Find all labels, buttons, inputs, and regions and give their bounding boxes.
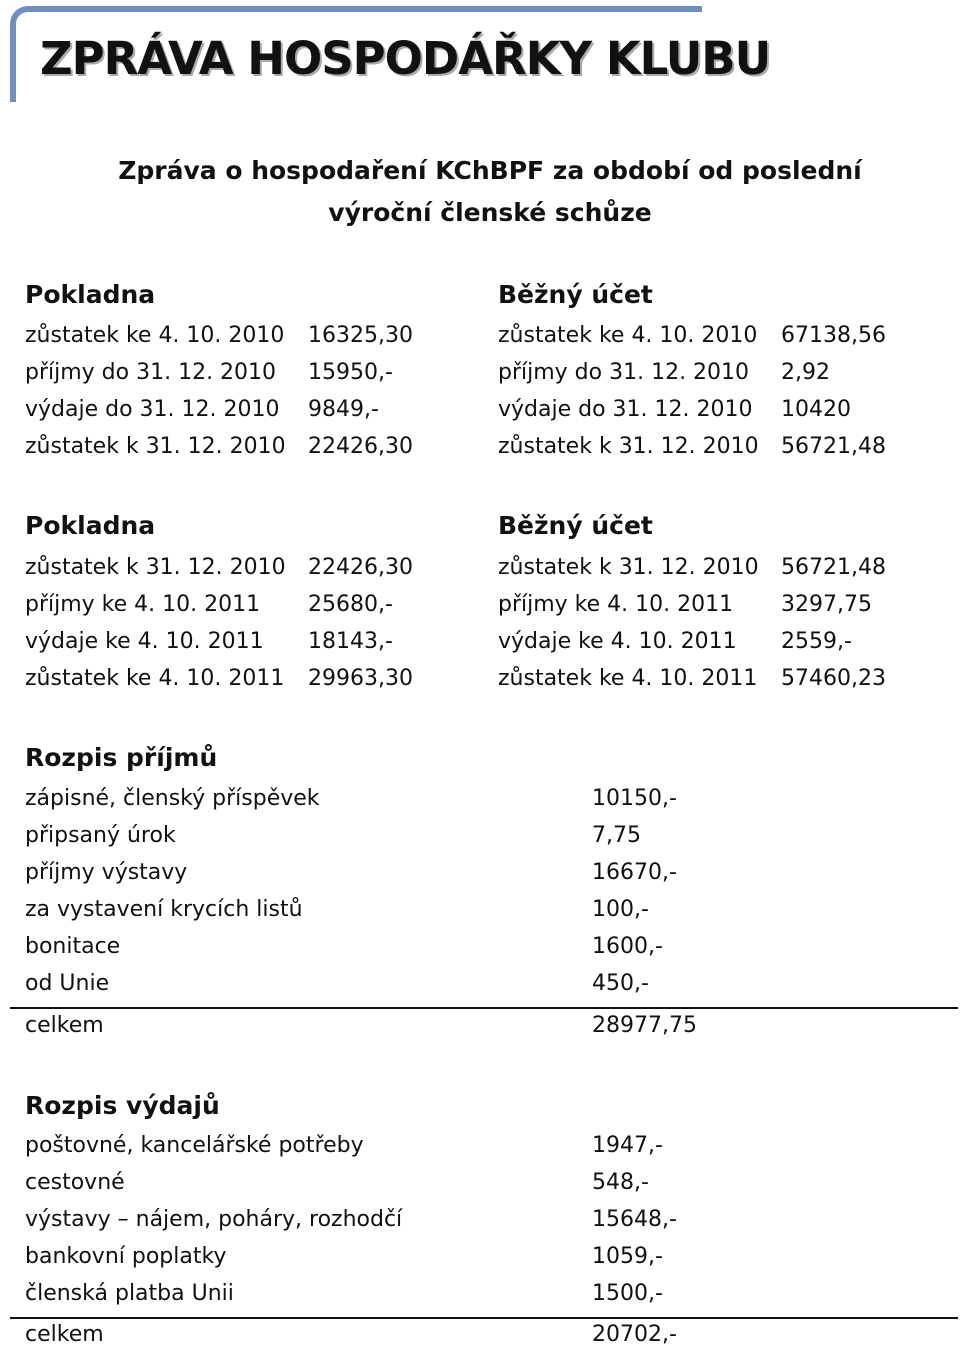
cash-heading-2010: Pokladna bbox=[25, 280, 156, 309]
page-title: ZPRÁVA HOSPODÁŘKY KLUBU bbox=[40, 32, 771, 85]
expense-total-value: 20702,- bbox=[592, 1322, 677, 1347]
account-row-label: výdaje do 31. 12. 2010 bbox=[498, 397, 753, 422]
account-row-label: zůstatek k 31. 12. 2010 bbox=[498, 434, 759, 459]
income-row-value: 1600,- bbox=[592, 934, 663, 959]
account-row-label: příjmy do 31. 12. 2010 bbox=[498, 360, 750, 385]
account-row-label: zůstatek ke 4. 10. 2011 bbox=[498, 666, 758, 691]
cash-heading-2011: Pokladna bbox=[25, 511, 156, 540]
income-row-value: 450,- bbox=[592, 971, 649, 996]
expense-row-value: 1947,- bbox=[592, 1133, 663, 1158]
subtitle-line-1: Zpráva o hospodaření KChBPF za období od poslední bbox=[118, 156, 862, 185]
income-row-value: 16670,- bbox=[592, 860, 677, 885]
income-row-label: od Unie bbox=[25, 971, 110, 996]
account-row-value: 67138,56 bbox=[781, 323, 886, 348]
account-row-value: 10420 bbox=[781, 397, 851, 422]
account-row-label: výdaje ke 4. 10. 2011 bbox=[498, 629, 737, 654]
income-row-label: bonitace bbox=[25, 934, 121, 959]
expense-row-value: 1059,- bbox=[592, 1244, 663, 1269]
income-row-value: 10150,- bbox=[592, 786, 677, 811]
expense-row-label: výstavy – nájem, poháry, rozhodčí bbox=[25, 1207, 403, 1232]
income-row-label: za vystavení krycích listů bbox=[25, 897, 303, 922]
account-row-value: 56721,48 bbox=[781, 555, 886, 580]
cash-row-label: zůstatek k 31. 12. 2010 bbox=[25, 434, 286, 459]
cash-row-value: 29963,30 bbox=[308, 666, 413, 691]
account-row-label: příjmy ke 4. 10. 2011 bbox=[498, 592, 734, 617]
account-row-value: 57460,23 bbox=[781, 666, 886, 691]
income-row-label: zápisné, členský příspěvek bbox=[25, 786, 320, 811]
account-heading-2010: Běžný účet bbox=[498, 280, 653, 309]
cash-row-label: zůstatek ke 4. 10. 2011 bbox=[25, 666, 285, 691]
income-total-label: celkem bbox=[25, 1013, 104, 1038]
expense-row-label: bankovní poplatky bbox=[25, 1244, 227, 1269]
income-row-value: 7,75 bbox=[592, 823, 641, 848]
income-row-value: 100,- bbox=[592, 897, 649, 922]
expense-total-divider bbox=[10, 1317, 958, 1319]
account-row-label: zůstatek ke 4. 10. 2010 bbox=[498, 323, 758, 348]
expenses-heading: Rozpis výdajů bbox=[25, 1091, 220, 1120]
account-row-value: 56721,48 bbox=[781, 434, 886, 459]
account-heading-2011: Běžný účet bbox=[498, 511, 653, 540]
expense-row-value: 1500,- bbox=[592, 1281, 663, 1306]
expense-row-label: členská platba Unii bbox=[25, 1281, 234, 1306]
expense-row-value: 548,- bbox=[592, 1170, 649, 1195]
income-heading: Rozpis příjmů bbox=[25, 743, 218, 772]
account-row-value: 2,92 bbox=[781, 360, 830, 385]
expense-total-label: celkem bbox=[25, 1322, 104, 1347]
cash-row-value: 18143,- bbox=[308, 629, 393, 654]
expense-row-label: cestovné bbox=[25, 1170, 125, 1195]
cash-row-value: 16325,30 bbox=[308, 323, 413, 348]
account-row-value: 2559,- bbox=[781, 629, 852, 654]
cash-row-label: zůstatek k 31. 12. 2010 bbox=[25, 555, 286, 580]
cash-row-value: 22426,30 bbox=[308, 434, 413, 459]
cash-row-value: 9849,- bbox=[308, 397, 379, 422]
subtitle-line-2: výroční členské schůze bbox=[328, 198, 652, 227]
income-total-divider bbox=[10, 1007, 958, 1009]
expense-row-label: poštovné, kancelářské potřeby bbox=[25, 1133, 364, 1158]
income-total-value: 28977,75 bbox=[592, 1013, 697, 1038]
account-row-value: 3297,75 bbox=[781, 592, 872, 617]
cash-row-value: 25680,- bbox=[308, 592, 393, 617]
cash-row-label: příjmy do 31. 12. 2010 bbox=[25, 360, 277, 385]
cash-row-label: zůstatek ke 4. 10. 2010 bbox=[25, 323, 285, 348]
income-row-label: příjmy výstavy bbox=[25, 860, 188, 885]
account-row-label: zůstatek k 31. 12. 2010 bbox=[498, 555, 759, 580]
cash-row-label: příjmy ke 4. 10. 2011 bbox=[25, 592, 261, 617]
income-row-label: připsaný úrok bbox=[25, 823, 176, 848]
cash-row-value: 22426,30 bbox=[308, 555, 413, 580]
expense-row-value: 15648,- bbox=[592, 1207, 677, 1232]
cash-row-label: výdaje ke 4. 10. 2011 bbox=[25, 629, 264, 654]
report-subtitle bbox=[0, 150, 960, 234]
cash-row-value: 15950,- bbox=[308, 360, 393, 385]
cash-row-label: výdaje do 31. 12. 2010 bbox=[25, 397, 280, 422]
